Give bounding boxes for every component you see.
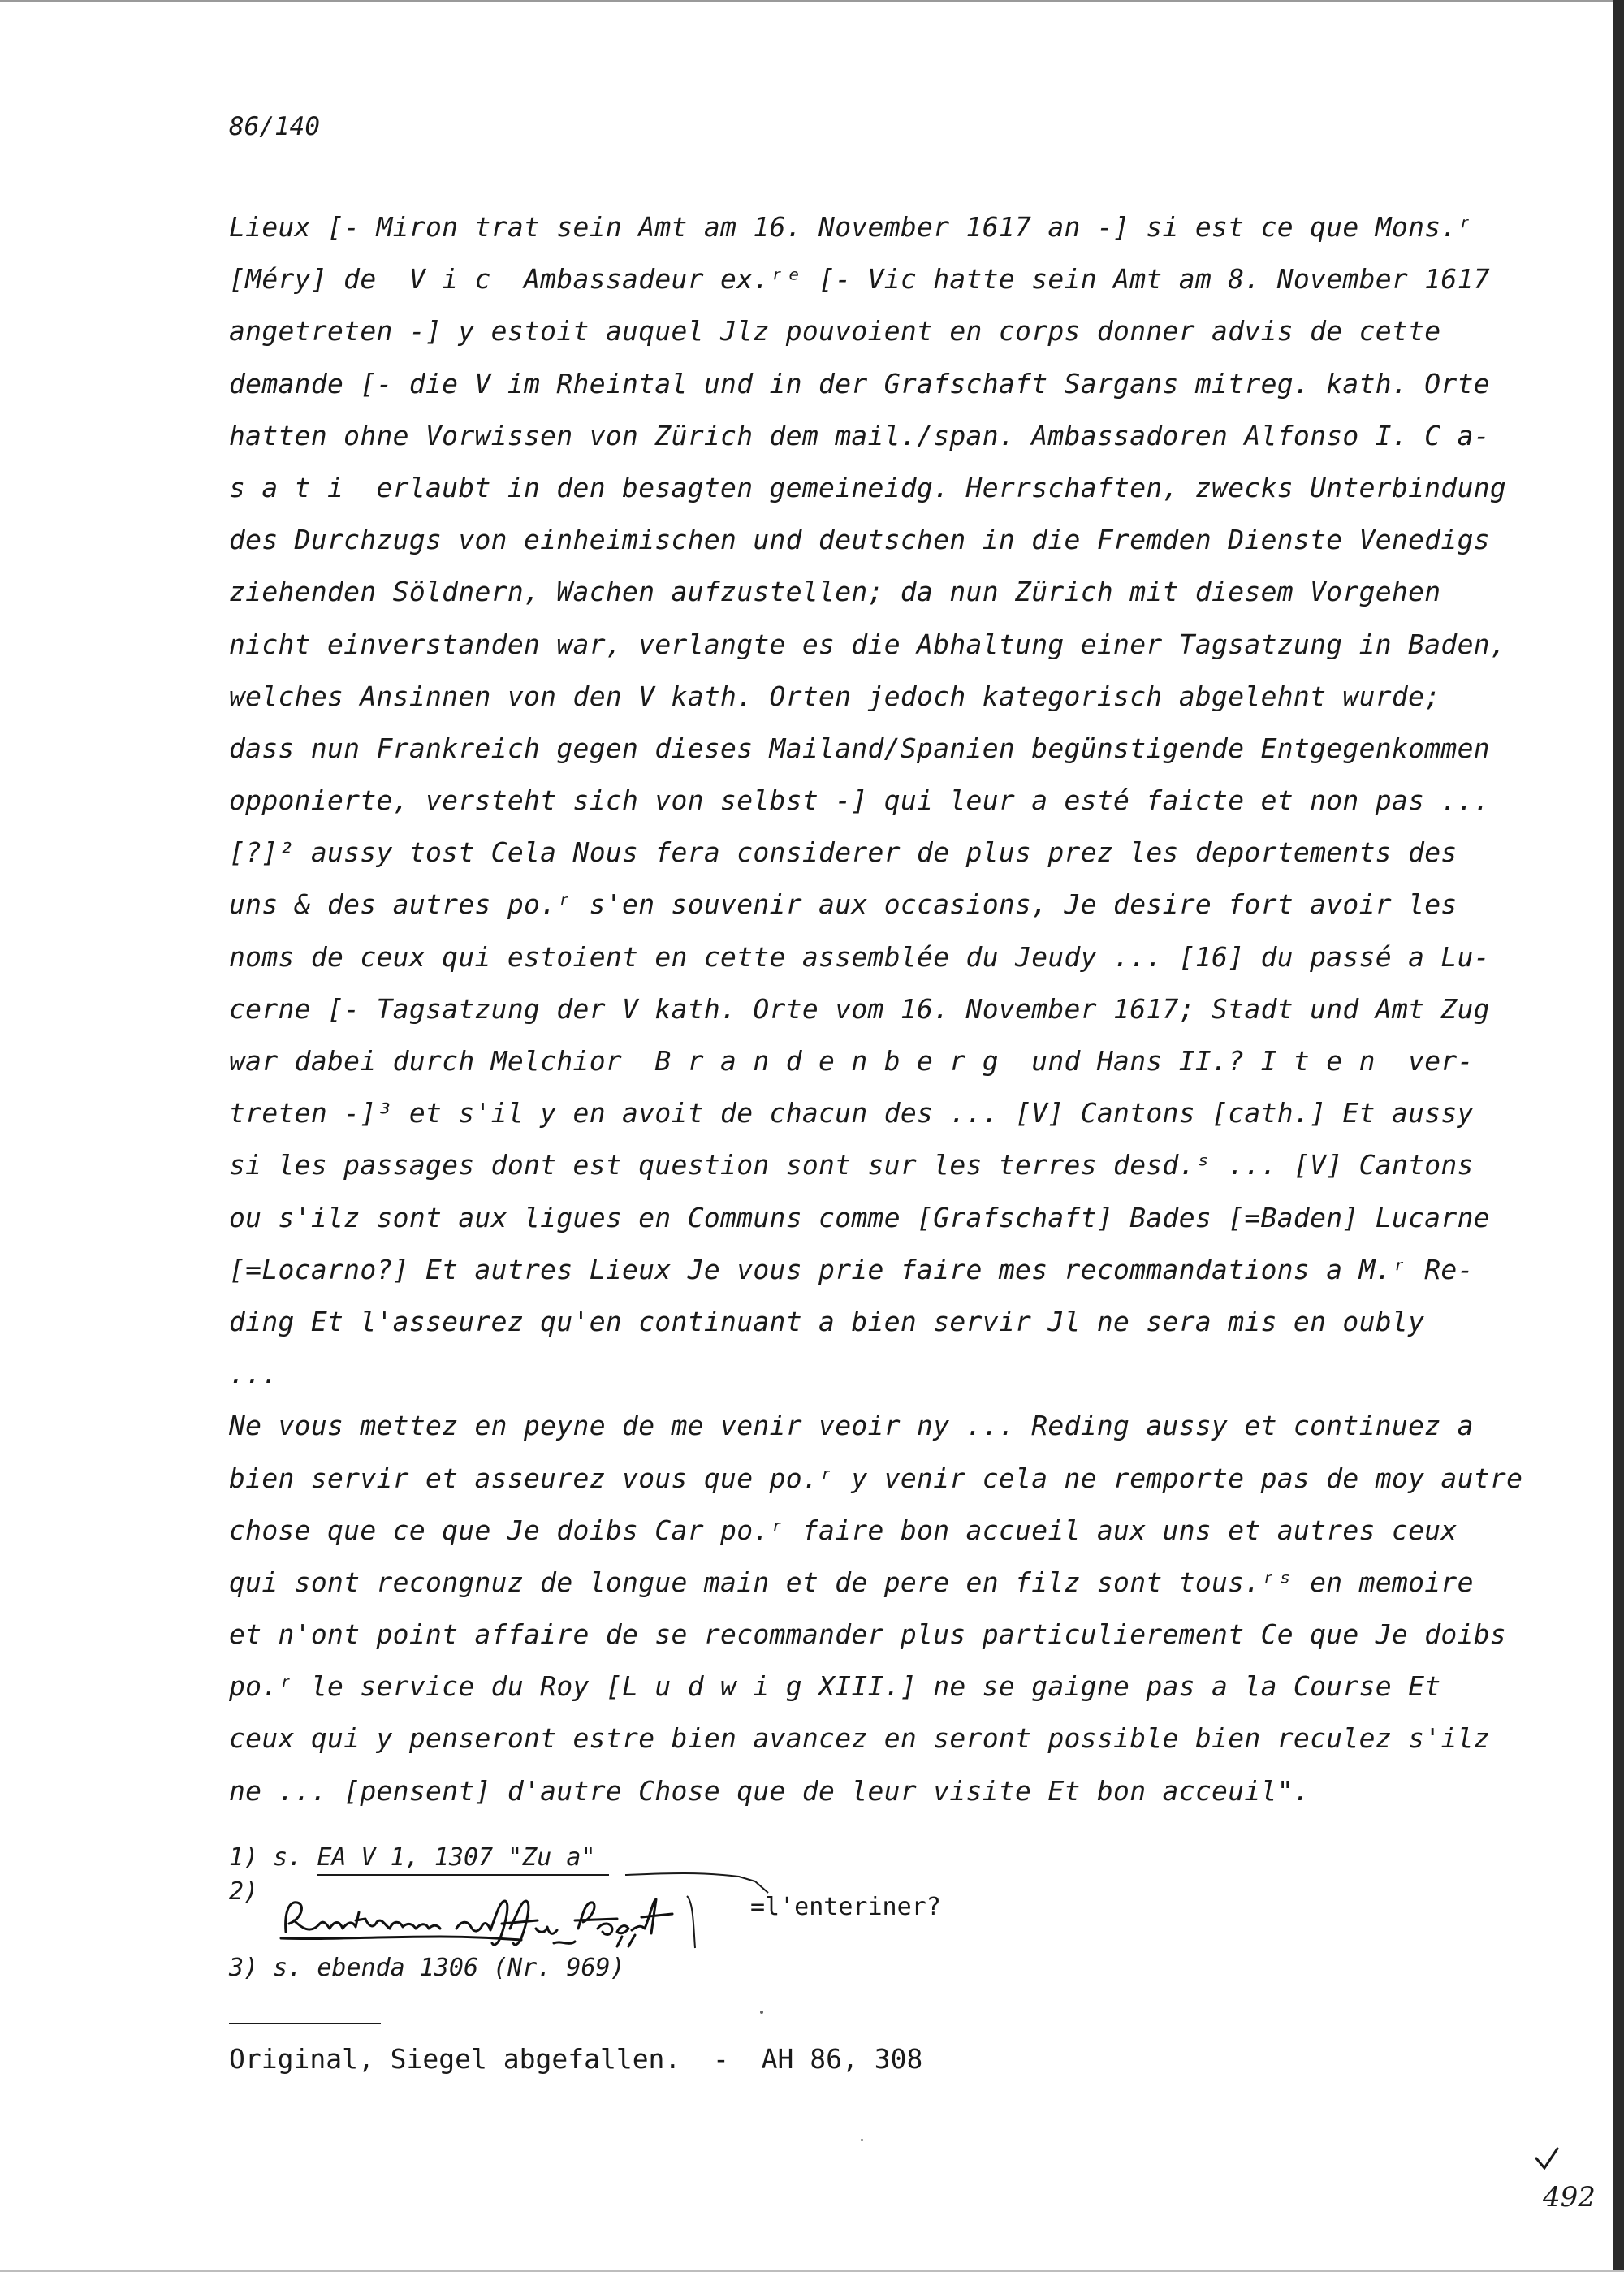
- footnote-1: 1) s. EA V 1, 1307 "Zu a": [229, 1843, 596, 1872]
- body-line: uns & des autres po.ʳ s'en souvenir aux occasions, Je desire fort avoir les: [229, 888, 1458, 921]
- body-line: [?]² aussy tost Cela Nous fera considerer de plus prez les deportements des: [229, 836, 1458, 869]
- scan-right-edge: [1613, 0, 1624, 2272]
- footnotes: [229, 1838, 1041, 1982]
- folio-check-mark: [1533, 2147, 1561, 2171]
- body-line: war dabei durch Melchior B r a n d e n b e r g und Hans II.? I t e n ver-: [229, 1045, 1474, 1077]
- body-line: si les passages dont est question sont sur les terres desd.ˢ ... [V] Cantons: [229, 1149, 1474, 1181]
- body-line: ziehenden Söldnern, Wachen aufzustellen; da nun Zürich mit diesem Vorgehen: [229, 576, 1441, 608]
- body-line: cerne [- Tagsatzung der V kath. Orte vom 16. November 1617; Stadt und Amt Zug: [229, 992, 1490, 1025]
- footnote-separator-rule: [229, 2023, 381, 2024]
- body-line: [Méry] de V i c Ambassadeur ex.ʳᵉ [- Vic hatte sein Amt am 8. November 1617: [229, 263, 1490, 296]
- body-line: ou s'ilz sont aux ligues en Communs comme [Grafschaft] Bades [=Baden] Lucarne: [229, 1201, 1490, 1233]
- body-line: po.ʳ le service du Roy [L u d w i g XIII.] ne se gaigne pas a la Course Et: [229, 1670, 1441, 1703]
- body-line: ne ... [pensent] d'autre Chose que de leur visite Et bon acceuil".: [229, 1774, 1311, 1807]
- body-line: welches Ansinnen von den V kath. Orten jedoch kategorisch abgelehnt wurde;: [229, 680, 1441, 712]
- body-line: des Durchzugs von einheimischen und deutschen in die Fremden Dienste Venedigs: [229, 524, 1490, 556]
- body-line: ding Et l'asseurez qu'en continuant a bien servir Jl ne sera mis en oubly: [229, 1305, 1425, 1337]
- document-body: [229, 201, 1528, 1817]
- footnote-2-number: 2): [229, 1877, 259, 1906]
- body-line: angetreten -] y estoit auquel Jlz pouvoient en corps donner advis de cette: [229, 315, 1441, 348]
- body-line: qui sont recongnuz de longue main et de pere en filz sont tous.ʳˢ en memoire: [229, 1566, 1474, 1598]
- body-line: treten -]³ et s'il y en avoit de chacun des ... [V] Cantons [cath.] Et aussy: [229, 1097, 1474, 1130]
- body-line: et n'ont point affaire de se recommander plus particulierement Ce que Je doibs: [229, 1618, 1507, 1651]
- folio-number: 492: [1543, 2181, 1596, 2214]
- body-line: ...: [229, 1358, 279, 1390]
- page-number: 86/140: [229, 112, 320, 141]
- scan-speck: [760, 2011, 763, 2014]
- body-line: Ne vous mettez en peyne de me venir veoir ny ... Reding aussy et continuez a: [229, 1410, 1474, 1442]
- scan-speck: [861, 2139, 863, 2141]
- footnote-2-bracket: [684, 1894, 700, 1951]
- body-line: hatten ohne Vorwissen von Zürich dem mail./span. Ambassadoren Alfonso I. C a-: [229, 419, 1490, 451]
- body-line: bien servir et asseurez vous que po.ʳ y venir cela ne remporte pas de moy autre: [229, 1462, 1523, 1494]
- body-line: dass nun Frankreich gegen dieses Mailand/Spanien begünstigende Entgegenkommen: [229, 732, 1490, 764]
- footnote-2-gloss: =l'enteriner?: [750, 1893, 941, 1921]
- body-line: demande [- die V im Rheintal und in der Grafschaft Sargans mitreg. kath. Orte: [229, 367, 1490, 400]
- scan-top-edge: [0, 0, 1624, 2]
- body-line: chose que ce que Je doibs Car po.ʳ faire bon accueil aux uns et autres ceux: [229, 1514, 1458, 1546]
- body-line: s a t i erlaubt in den besagten gemeineidg. Herrschaften, zwecks Unterbindung: [229, 471, 1507, 503]
- body-line: nicht einverstanden war, verlangte es die Abhaltung einer Tagsatzung in Baden,: [229, 628, 1507, 660]
- body-line: ceux qui y penseront estre bien avancez en seront possible bien reculez s'ilz: [229, 1722, 1490, 1755]
- body-line: [=Locarno?] Et autres Lieux Je vous prie faire mes recommandations a M.ʳ Re-: [229, 1253, 1474, 1285]
- body-line: Lieux [- Miron trat sein Amt am 16. November 1617 an -] si est ce que Mons.ʳ: [229, 211, 1474, 243]
- footnote-3: 3) s. ebenda 1306 (Nr. 969): [229, 1954, 625, 1982]
- source-note: Original, Siegel abgefallen. - AH 86, 308: [229, 2043, 923, 2075]
- body-line: opponierte, versteht sich von selbst -] qui leur a esté faicte et non pas ...: [229, 784, 1490, 817]
- body-line: noms de ceux qui estoient en cette assemblée du Jeudy ... [16] du passé a Lu-: [229, 940, 1490, 973]
- footnote-1-underline: [317, 1870, 771, 1894]
